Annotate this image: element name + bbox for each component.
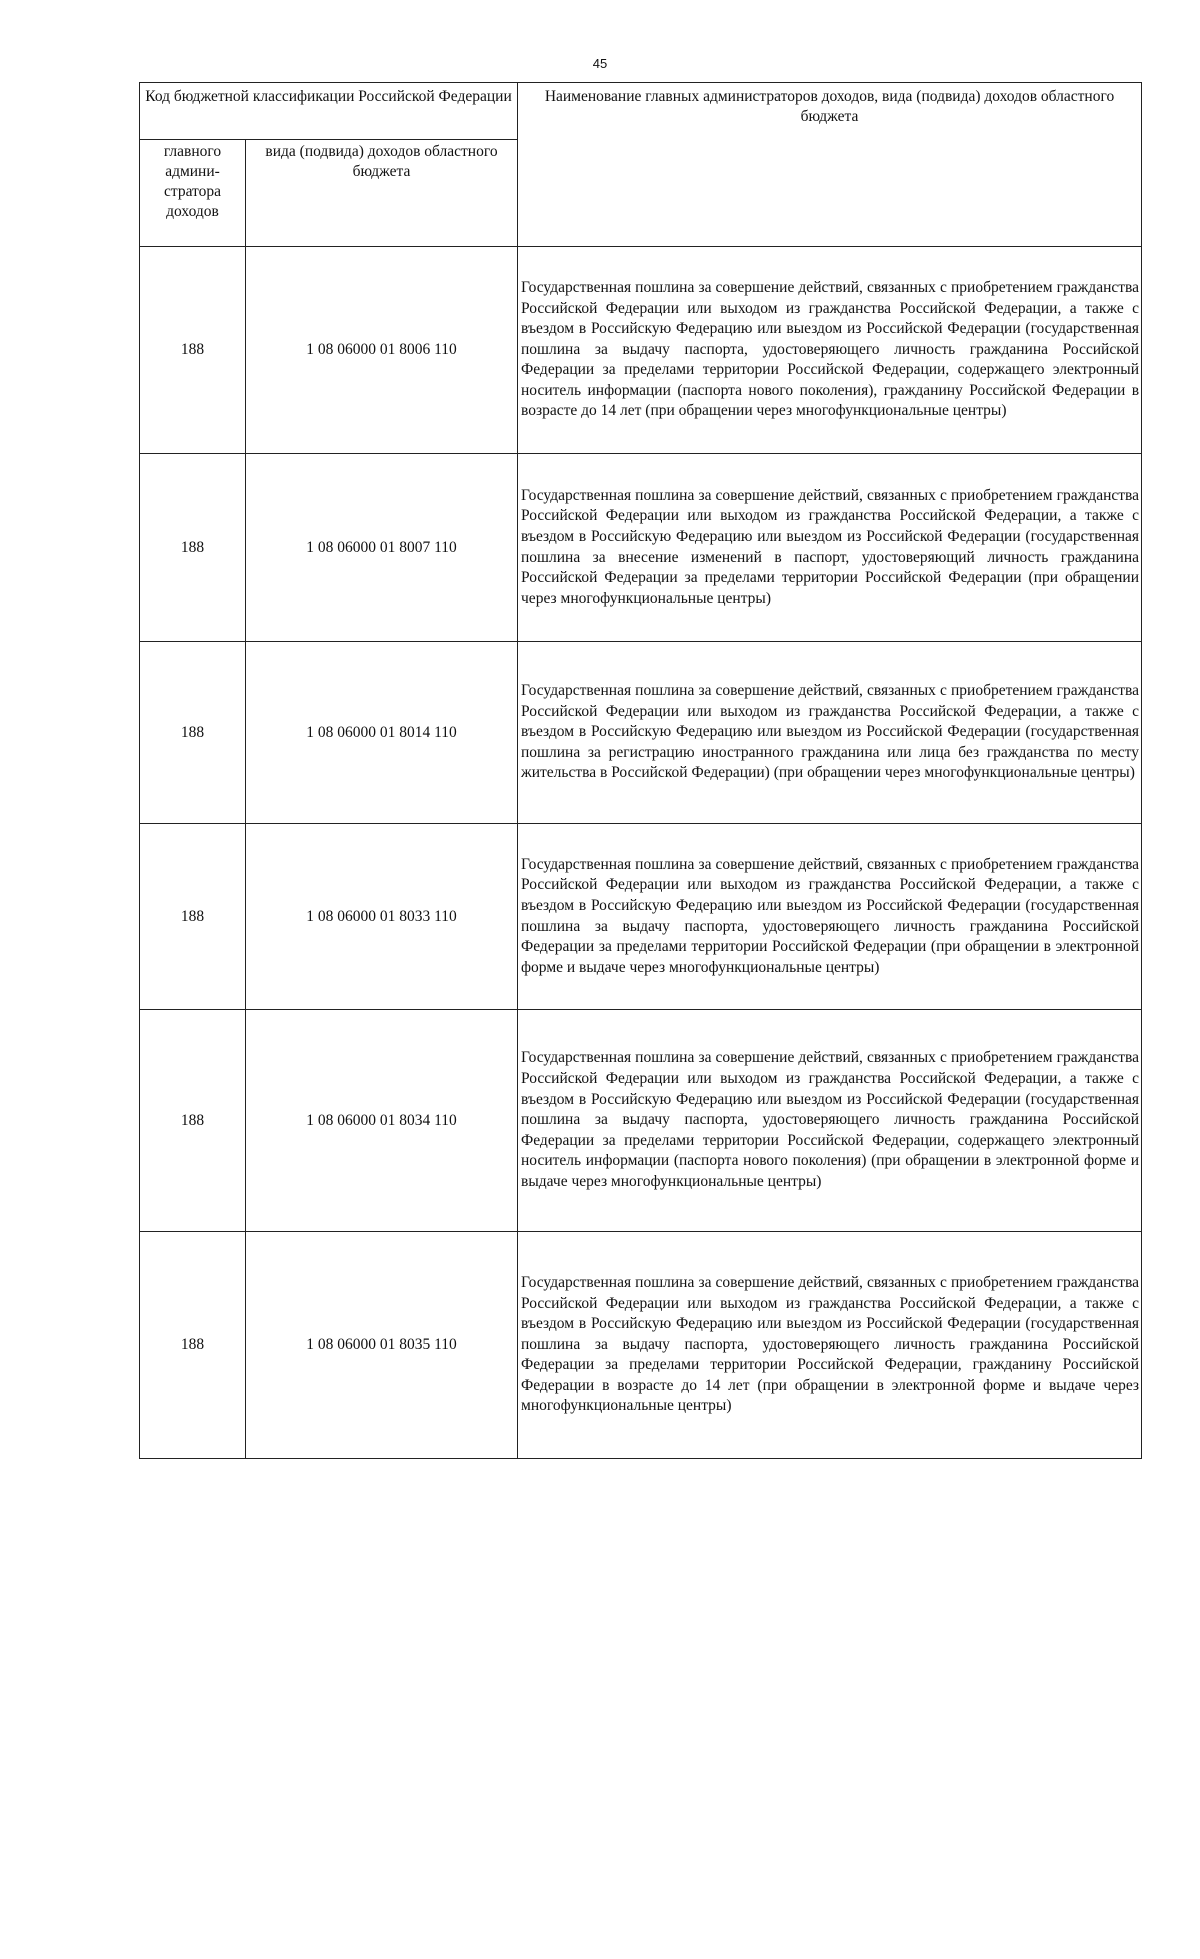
admin-code-cell: 188 <box>140 642 246 824</box>
header-chief-administrator: главного админи-стратора доходов <box>140 140 246 247</box>
admin-code-cell: 188 <box>140 1010 246 1232</box>
income-name-cell: Государственная пошлина за совершение действий, связанных с приобретением гражданства Российской Федерации или выходом из гражданства Российской Федерации, а также с въездом в Российскую Федерацию или выездом из Российской Федерации (государственная пошлина за выдачу паспорта, удостоверяющего личность гражданина Российской Федерации за пределами территории Российской Федерации, содержащего электронный носитель информации (паспорта нового поколения), гражданину Российской Федерации в возрасте до 14 лет (при обращении через многофункциональные центры) <box>518 247 1142 454</box>
budget-classification-table <box>139 82 1142 1459</box>
table-row <box>140 454 1142 642</box>
admin-code-cell: 188 <box>140 1232 246 1459</box>
income-code-cell: 1 08 06000 01 8006 110 <box>246 247 518 454</box>
income-name-cell: Государственная пошлина за совершение действий, связанных с приобретением гражданства Российской Федерации или выходом из гражданства Российской Федерации, а также с въездом в Российскую Федерацию или выездом из Российской Федерации (государственная пошлина за выдачу паспорта, удостоверяющего личность гражданина Российской Федерации за пределами территории Российской Федерации, гражданину Российской Федерации в возрасте до 14 лет (при обращении в электронной форме и выдаче через многофункциональные центры) <box>518 1232 1142 1459</box>
table-row <box>140 1232 1142 1459</box>
admin-code-cell: 188 <box>140 824 246 1010</box>
header-income-kind: вида (подвида) доходов областного бюджета <box>246 140 518 247</box>
income-name-cell: Государственная пошлина за совершение действий, связанных с приобретением гражданства Российской Федерации или выходом из гражданства Российской Федерации, а также с въездом в Российскую Федерацию или выездом из Российской Федерации (государственная пошлина за внесение изменений в паспорт, удостоверяющий личность гражданина Российской Федерации за пределами территории Российской Федерации (при обращении через многофункциональные центры) <box>518 454 1142 642</box>
income-code-cell: 1 08 06000 01 8034 110 <box>246 1010 518 1232</box>
income-name-cell: Государственная пошлина за совершение действий, связанных с приобретением гражданства Российской Федерации или выходом из гражданства Российской Федерации, а также с въездом в Российскую Федерацию или выездом из Российской Федерации (государственная пошлина за регистрацию иностранного гражданина или лица без гражданства по месту жительства в Российской Федерации) (при обращении через многофункциональные центры) <box>518 642 1142 824</box>
header-administrator-name: Наименование главных администраторов доходов, вида (подвида) доходов областного бюджета <box>518 83 1142 247</box>
income-name-cell: Государственная пошлина за совершение действий, связанных с приобретением гражданства Российской Федерации или выходом из гражданства Российской Федерации, а также с въездом в Российскую Федерацию или выездом из Российской Федерации (государственная пошлина за выдачу паспорта, удостоверяющего личность гражданина Российской Федерации за пределами территории Российской Федерации (при обращении в электронной форме и выдаче через многофункциональные центры) <box>518 824 1142 1010</box>
table-header-row-1 <box>140 83 1142 140</box>
income-code-cell: 1 08 06000 01 8007 110 <box>246 454 518 642</box>
table-row <box>140 247 1142 454</box>
admin-code-cell: 188 <box>140 247 246 454</box>
income-code-cell: 1 08 06000 01 8035 110 <box>246 1232 518 1459</box>
admin-code-cell: 188 <box>140 454 246 642</box>
table-row <box>140 642 1142 824</box>
table-row <box>140 1010 1142 1232</box>
table-row <box>140 824 1142 1010</box>
header-classification-code: Код бюджетной классификации Российской Федерации <box>140 83 518 140</box>
income-code-cell: 1 08 06000 01 8014 110 <box>246 642 518 824</box>
income-code-cell: 1 08 06000 01 8033 110 <box>246 824 518 1010</box>
income-name-cell: Государственная пошлина за совершение действий, связанных с приобретением гражданства Российской Федерации или выходом из гражданства Российской Федерации, а также с въездом в Российскую Федерацию или выездом из Российской Федерации (государственная пошлина за выдачу паспорта, удостоверяющего личность гражданина Российской Федерации за пределами территории Российской Федерации, содержащего электронный носитель информации (паспорта нового поколения) (при обращении в электронной форме и выдаче через многофункциональные центры) <box>518 1010 1142 1232</box>
page-number: 45 <box>592 56 608 71</box>
